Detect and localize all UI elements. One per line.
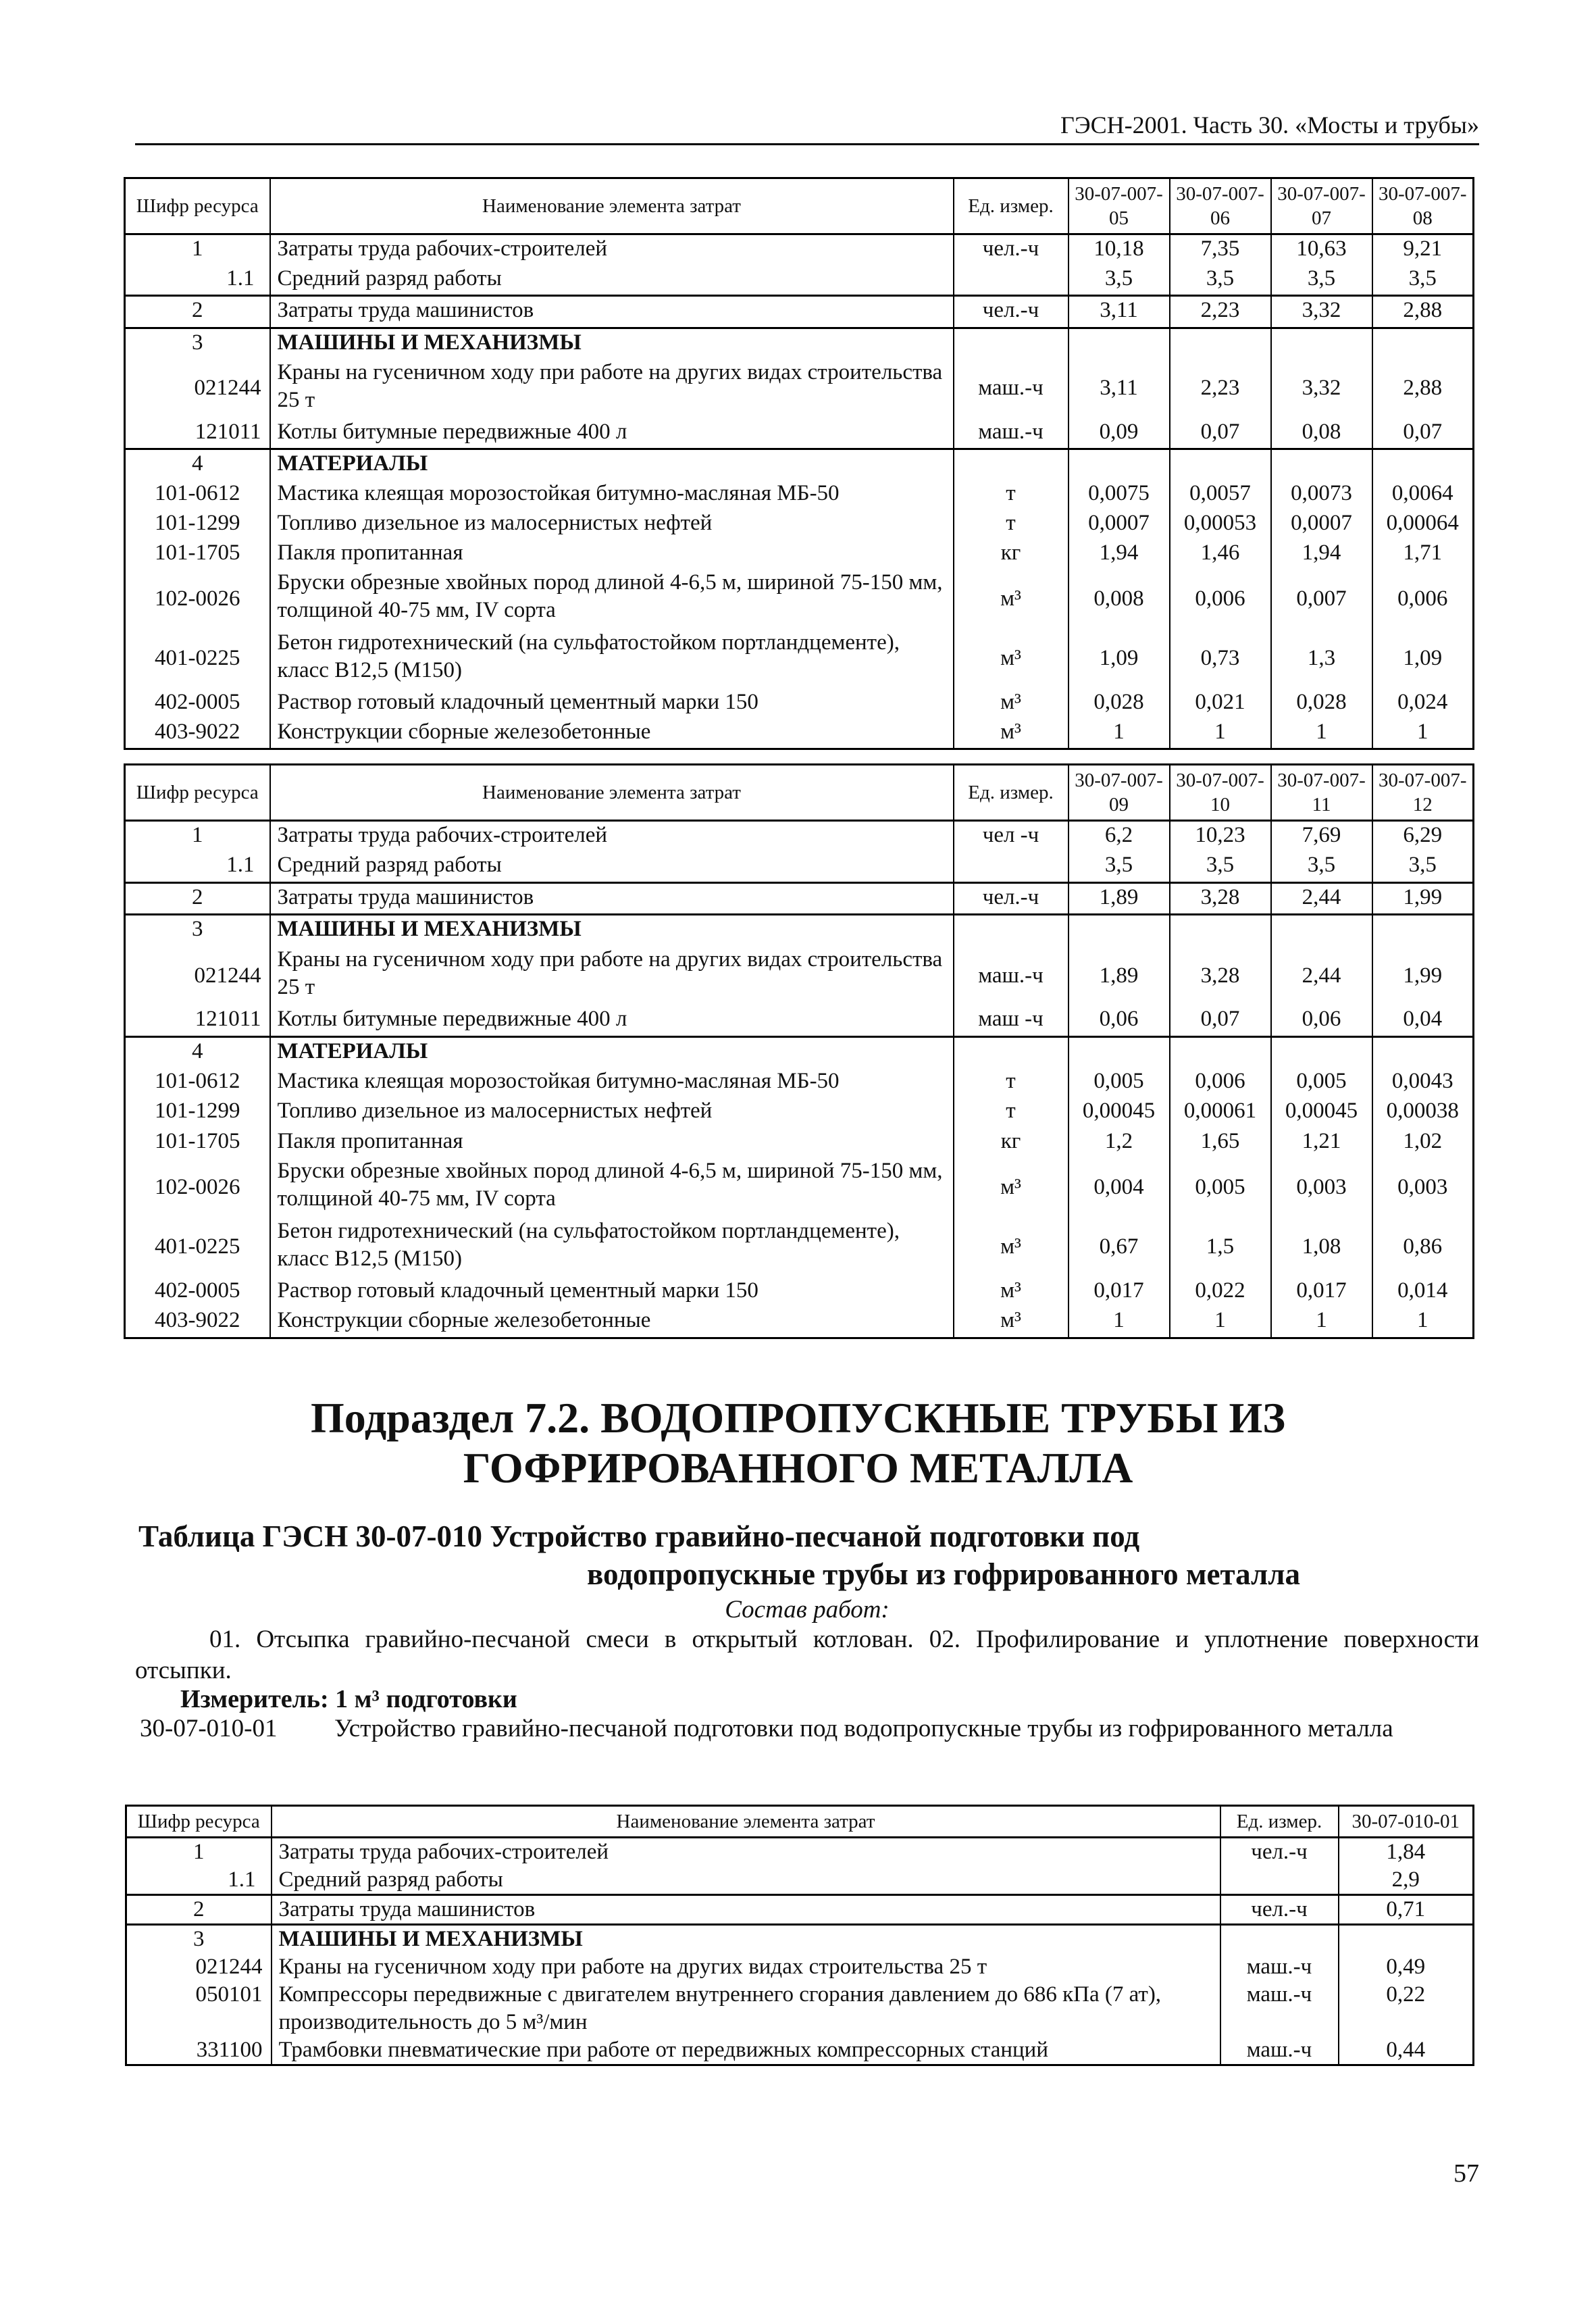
cell-value: 0,028 [1271,688,1372,718]
subsection-title: Подраздел 7.2. ВОДОПРОПУСКНЫЕ ТРУБЫ ИЗ ГОФРИРОВАННОГО МЕТАЛЛА [310,1394,1286,1492]
cell-code: 021244 [126,1953,272,1981]
cell-value: 1,94 [1271,539,1372,569]
table-row [126,1866,1474,1895]
cell-code: 403-9022 [125,1307,270,1338]
table-row [126,1895,1474,1925]
cell-code: 101-1705 [125,539,270,569]
cell-unit: маш.-ч [954,359,1069,418]
cell-name: МАТЕРИАЛЫ [270,1036,954,1067]
cell-value: 1,2 [1069,1128,1170,1157]
table-row [125,569,1474,628]
cell-code: 1 [126,1838,272,1867]
cell-unit: кг [954,539,1069,569]
column-header-code: Шифр ресурса [126,1806,272,1838]
cell-value: 1,46 [1170,539,1271,569]
cell-name: Затраты труда рабочих-строителей [270,234,954,266]
column-header-rate: 30-07-007-12 [1372,765,1474,821]
cell-name: Конструкции сборные железобетонные [270,718,954,749]
cell-value: 2,9 [1339,1866,1474,1895]
table-row [125,265,1474,296]
resource-table-1 [124,177,1474,750]
cell-value: 7,69 [1271,821,1372,852]
cell-value: 3,5 [1372,265,1474,296]
cell-code: 021244 [125,946,270,1006]
table-row [125,1217,1474,1278]
cell-name: Топливо дизельное из малосернистых нефтей [270,509,954,539]
cell-value: 0,0057 [1170,480,1271,509]
cell-value: 0,07 [1170,1005,1271,1036]
table-row [125,539,1474,569]
table-row [125,328,1474,359]
cell-value: 0,006 [1170,569,1271,628]
cell-value: 0,09 [1069,418,1170,449]
cell-code: 402-0005 [125,1277,270,1307]
cell-value: 0,00064 [1372,509,1474,539]
cell-value: 2,88 [1372,359,1474,418]
cell-value: 1 [1372,1307,1474,1338]
table-row [126,1838,1474,1867]
cell-value: 0,00038 [1372,1097,1474,1127]
column-header-rate: 30-07-010-01 [1339,1806,1474,1838]
cell-name: Краны на гусеничном ходу при работе на других видах строительства 25 т [270,946,954,1006]
cell-name: Средний разряд работы [270,265,954,296]
cell-code: 1 [125,234,270,266]
cell-code: 3 [125,915,270,946]
cell-code: 403-9022 [125,718,270,749]
cell-value: 1,3 [1271,629,1372,688]
cell-code: 401-0225 [125,1217,270,1278]
cell-value: 1,89 [1069,946,1170,1006]
cell-value: 0,06 [1271,1005,1372,1036]
cell-code: 121011 [125,418,270,449]
cell-value: 0,004 [1069,1157,1170,1217]
cell-value: 1 [1069,1307,1170,1338]
cell-code: 121011 [125,1005,270,1036]
cell-value: 3,5 [1170,265,1271,296]
cell-code: 101-1299 [125,1097,270,1127]
cell-unit: м³ [954,1157,1069,1217]
cell-name: Затраты труда машинистов [272,1895,1220,1925]
cell-value: 3,5 [1271,265,1372,296]
column-header-rate: 30-07-007-06 [1170,178,1271,234]
cell-value: 3,5 [1372,851,1474,882]
cell-unit: м³ [954,688,1069,718]
cell-value: 0,71 [1339,1895,1474,1925]
cell-value: 0,021 [1170,688,1271,718]
table-body [125,234,1474,749]
cell-name: Средний разряд работы [272,1866,1220,1895]
cell-name: Бруски обрезные хвойных пород длиной 4-6,5 м, шириной 75-150 мм, толщиной 40-75 мм, IV сорта [270,1157,954,1217]
cell-value: 0,006 [1372,569,1474,628]
cell-name: МАШИНЫ И МЕХАНИЗМЫ [270,915,954,946]
table-body [125,821,1474,1338]
cell-value: 3,5 [1271,851,1372,882]
cell-value: 0,022 [1170,1277,1271,1307]
cell-value [1271,915,1372,946]
cell-value: 0,014 [1372,1277,1474,1307]
resource-table-2 [124,763,1474,1339]
cell-code: 1.1 [125,851,270,882]
cell-value: 7,35 [1170,234,1271,266]
cell-name: Краны на гусеничном ходу при работе на других видах строительства 25 т [270,359,954,418]
cell-value: 10,63 [1271,234,1372,266]
table-row [125,915,1474,946]
cell-unit: м³ [954,569,1069,628]
cell-name: Бетон гидротехнический (на сульфатостойком портландцементе), класс В12,5 (М150) [270,629,954,688]
cell-value: 1,21 [1271,1128,1372,1157]
cell-unit: м³ [954,718,1069,749]
table-row [125,882,1474,915]
table-row [125,1036,1474,1067]
cell-value [1170,1036,1271,1067]
cell-value: 0,003 [1271,1157,1372,1217]
cell-value: 0,00045 [1271,1097,1372,1127]
column-header-name: Наименование элемента затрат [270,178,954,234]
cell-value: 3,28 [1170,946,1271,1006]
table-row [125,509,1474,539]
cell-value: 10,18 [1069,234,1170,266]
cell-unit: маш -ч [954,1005,1069,1036]
cell-code: 3 [126,1925,272,1954]
cell-value: 2,44 [1271,882,1372,915]
column-header-rate: 30-07-007-08 [1372,178,1474,234]
running-header: ГЭСН-2001. Часть 30. «Мосты и трубы» [1060,111,1479,139]
cell-value: 0,44 [1339,2036,1474,2065]
cell-name: Затраты труда рабочих-строителей [270,821,954,852]
cell-unit: маш.-ч [1220,1981,1339,2036]
cell-unit: м³ [954,629,1069,688]
cell-unit: т [954,480,1069,509]
cell-name: Мастика клеящая морозостойкая битумно-масляная МБ-50 [270,480,954,509]
cell-code: 401-0225 [125,629,270,688]
cell-unit: маш.-ч [954,946,1069,1006]
cell-value: 1,5 [1170,1217,1271,1278]
table-row [125,418,1474,449]
cell-value: 1 [1372,718,1474,749]
cell-value: 0,0073 [1271,480,1372,509]
cell-value: 10,23 [1170,821,1271,852]
column-header-code: Шифр ресурса [125,765,270,821]
cell-value: 0,005 [1069,1067,1170,1097]
cell-value: 0,00045 [1069,1097,1170,1127]
column-header-unit: Ед. измер. [954,765,1069,821]
cell-unit: м³ [954,1277,1069,1307]
table-row [125,851,1474,882]
table-row [125,1128,1474,1157]
cell-value: 3,32 [1271,296,1372,328]
cell-unit [954,449,1069,480]
cell-unit: чел.-ч [1220,1895,1339,1925]
cell-unit: т [954,509,1069,539]
cell-code: 101-1299 [125,509,270,539]
cell-value: 3,32 [1271,359,1372,418]
cell-value: 0,017 [1271,1277,1372,1307]
cell-unit: чел.-ч [954,882,1069,915]
column-header-rate: 30-07-007-10 [1170,765,1271,821]
table-row [125,688,1474,718]
cell-name: Пакля пропитанная [270,1128,954,1157]
cell-name: Топливо дизельное из малосернистых нефтей [270,1097,954,1127]
cell-value: 3,11 [1069,296,1170,328]
cell-value: 0,003 [1372,1157,1474,1217]
cell-unit: чел.-ч [954,234,1069,266]
cell-unit: маш.-ч [1220,2036,1339,2065]
table-row [125,718,1474,749]
table-title-line-2: водопропускные трубы из гофрированного металла [587,1557,1300,1591]
column-header-rate: 30-07-007-11 [1271,765,1372,821]
cell-value [1372,449,1474,480]
cell-value: 0,005 [1170,1157,1271,1217]
table-row [126,2036,1474,2065]
cell-value: 0,00053 [1170,509,1271,539]
column-header-unit: Ед. измер. [1220,1806,1339,1838]
cell-code: 2 [125,882,270,915]
column-header-code: Шифр ресурса [125,178,270,234]
cell-code: 101-1705 [125,1128,270,1157]
cell-name: Конструкции сборные железобетонные [270,1307,954,1338]
table-title-line-1: Таблица ГЭСН 30-07-010 Устройство гравийно-песчаной подготовки под [138,1519,1140,1553]
cell-unit: чел.-ч [954,296,1069,328]
cell-value: 1,71 [1372,539,1474,569]
cell-value: 2,44 [1271,946,1372,1006]
cell-value: 1,99 [1372,946,1474,1006]
cell-code: 102-0026 [125,569,270,628]
cell-value: 9,21 [1372,234,1474,266]
cell-value: 1,99 [1372,882,1474,915]
cell-value: 2,88 [1372,296,1474,328]
table-row [125,1157,1474,1217]
table-row [125,629,1474,688]
rate-code: 30-07-010-01 [140,1715,278,1742]
cell-unit: т [954,1067,1069,1097]
cell-value: 3,28 [1170,882,1271,915]
cell-code: 4 [125,449,270,480]
cell-name: Раствор готовый кладочный цементный марки 150 [270,1277,954,1307]
meter-text: Измеритель: 1 м³ подготовки [180,1685,517,1713]
cell-value [1372,328,1474,359]
cell-name: Затраты труда машинистов [270,296,954,328]
table-row [126,1953,1474,1981]
cell-value: 0,017 [1069,1277,1170,1307]
cell-value: 0,86 [1372,1217,1474,1278]
cell-name: Бруски обрезные хвойных пород длиной 4-6,5 м, шириной 75-150 мм, толщиной 40-75 мм, IV сорта [270,569,954,628]
cell-value [1069,328,1170,359]
table-row [126,1925,1474,1954]
cell-value: 6,29 [1372,821,1474,852]
table-body [126,1838,1474,2065]
cell-value: 1 [1170,1307,1271,1338]
cell-value: 6,2 [1069,821,1170,852]
cell-code: 102-0026 [125,1157,270,1217]
cell-value: 0,005 [1271,1067,1372,1097]
table-title [138,1517,1300,1593]
column-header-name: Наименование элемента затрат [270,765,954,821]
cell-code: 1.1 [126,1866,272,1895]
cell-value [1271,1036,1372,1067]
cell-value: 1,89 [1069,882,1170,915]
cell-name: Бетон гидротехнический (на сульфатостойком портландцементе), класс В12,5 (М150) [270,1217,954,1278]
cell-unit [954,328,1069,359]
cell-value [1069,449,1170,480]
cell-name: Компрессоры передвижные с двигателем внутреннего сгорания давлением до 686 кПа (7 ат), производительность до 5 м³/мин [272,1981,1220,2036]
cell-code: 2 [125,296,270,328]
cell-value: 3,5 [1069,265,1170,296]
cell-value: 1,02 [1372,1128,1474,1157]
column-header-rate: 30-07-007-09 [1069,765,1170,821]
cell-name: МАШИНЫ И МЕХАНИЗМЫ [270,328,954,359]
cell-name: Трамбовки пневматические при работе от передвижных компрессорных станций [272,2036,1220,2065]
cell-value: 1 [1170,718,1271,749]
cell-value: 2,23 [1170,296,1271,328]
cell-value [1069,1036,1170,1067]
cell-name: Краны на гусеничном ходу при работе на других видах строительства 25 т [272,1953,1220,1981]
cell-name: Мастика клеящая морозостойкая битумно-масляная МБ-50 [270,1067,954,1097]
resource-table-3 [125,1805,1474,2066]
column-header-rate: 30-07-007-05 [1069,178,1170,234]
rate-name: Устройство гравийно-песчаной подготовки под водопропускные трубы из гофрированного металла [334,1715,1393,1742]
cell-value: 0,08 [1271,418,1372,449]
cell-unit: чел.-ч [1220,1838,1339,1867]
page-number: 57 [1453,2159,1479,2188]
cell-name: МАШИНЫ И МЕХАНИЗМЫ [272,1925,1220,1954]
composition-label: Состав работ: [725,1596,890,1624]
cell-code: 2 [126,1895,272,1925]
cell-code: 331100 [126,2036,272,2065]
cell-code: 4 [125,1036,270,1067]
cell-unit [954,851,1069,882]
cell-name: Затраты труда рабочих-строителей [272,1838,1220,1867]
cell-unit [954,915,1069,946]
cell-code: 402-0005 [125,688,270,718]
cell-code: 101-0612 [125,480,270,509]
cell-value: 0,07 [1170,418,1271,449]
table-row [125,359,1474,418]
cell-name: Раствор готовый кладочный цементный марки 150 [270,688,954,718]
table-row [125,296,1474,328]
cell-unit: кг [954,1128,1069,1157]
cell-unit: т [954,1097,1069,1127]
cell-code: 1 [125,821,270,852]
table-row [125,234,1474,266]
cell-value: 3,11 [1069,359,1170,418]
cell-value: 1 [1271,1307,1372,1338]
cell-value: 0,0007 [1271,509,1372,539]
cell-value: 0,22 [1339,1981,1474,2036]
cell-name: Пакля пропитанная [270,539,954,569]
column-header-rate: 30-07-007-07 [1271,178,1372,234]
cell-value: 0,07 [1372,418,1474,449]
cell-unit: чел -ч [954,821,1069,852]
cell-value: 0,0007 [1069,509,1170,539]
table-row [125,946,1474,1006]
cell-value: 0,007 [1271,569,1372,628]
cell-unit [1220,1866,1339,1895]
cell-code: 050101 [126,1981,272,2036]
cell-value: 0,49 [1339,1953,1474,1981]
cell-unit [954,265,1069,296]
cell-unit: маш.-ч [954,418,1069,449]
cell-value: 0,024 [1372,688,1474,718]
cell-value [1271,449,1372,480]
table-row [125,1277,1474,1307]
table-row [125,480,1474,509]
cell-value: 0,0043 [1372,1067,1474,1097]
cell-value: 0,0064 [1372,480,1474,509]
cell-value [1372,915,1474,946]
cell-name: Котлы битумные передвижные 400 л [270,418,954,449]
table-row [125,1067,1474,1097]
cell-value: 0,008 [1069,569,1170,628]
cell-value: 1 [1069,718,1170,749]
cell-value: 0,04 [1372,1005,1474,1036]
header-rule [135,143,1479,145]
cell-code: 101-0612 [125,1067,270,1097]
cell-unit [954,1036,1069,1067]
cell-value: 0,06 [1069,1005,1170,1036]
cell-value [1170,449,1271,480]
cell-value: 0,028 [1069,688,1170,718]
cell-name: МАТЕРИАЛЫ [270,449,954,480]
works-list: 01. Отсыпка гравийно-песчаной смеси в открытый котлован. 02. Профилирование и уплотнение поверхности отсыпки. [135,1626,1479,1684]
cell-code: 1.1 [125,265,270,296]
table-row [126,1981,1474,2036]
cell-value: 3,5 [1170,851,1271,882]
column-header-name: Наименование элемента затрат [272,1806,1220,1838]
cell-value: 1,09 [1069,629,1170,688]
table-row [125,1005,1474,1036]
cell-value: 1,94 [1069,539,1170,569]
cell-value: 0,73 [1170,629,1271,688]
cell-value: 0,67 [1069,1217,1170,1278]
cell-value: 1,65 [1170,1128,1271,1157]
cell-value [1170,915,1271,946]
cell-value [1372,1036,1474,1067]
cell-value: 2,23 [1170,359,1271,418]
cell-value: 1,84 [1339,1838,1474,1867]
table-row [125,821,1474,852]
cell-value: 3,5 [1069,851,1170,882]
cell-name: Затраты труда машинистов [270,882,954,915]
cell-code: 3 [125,328,270,359]
cell-unit: маш.-ч [1220,1953,1339,1981]
cell-name: Котлы битумные передвижные 400 л [270,1005,954,1036]
cell-value [1339,1925,1474,1954]
table-row [125,1097,1474,1127]
table-row [125,1307,1474,1338]
cell-value: 0,006 [1170,1067,1271,1097]
table-row [125,449,1474,480]
cell-value: 1,08 [1271,1217,1372,1278]
cell-unit [1220,1925,1339,1954]
cell-unit: м³ [954,1307,1069,1338]
cell-value [1069,915,1170,946]
cell-value: 1 [1271,718,1372,749]
cell-value: 0,00061 [1170,1097,1271,1127]
cell-name: Средний разряд работы [270,851,954,882]
cell-value: 1,09 [1372,629,1474,688]
cell-code: 021244 [125,359,270,418]
cell-value [1271,328,1372,359]
cell-unit: м³ [954,1217,1069,1278]
cell-value [1170,328,1271,359]
column-header-unit: Ед. измер. [954,178,1069,234]
cell-value: 0,0075 [1069,480,1170,509]
